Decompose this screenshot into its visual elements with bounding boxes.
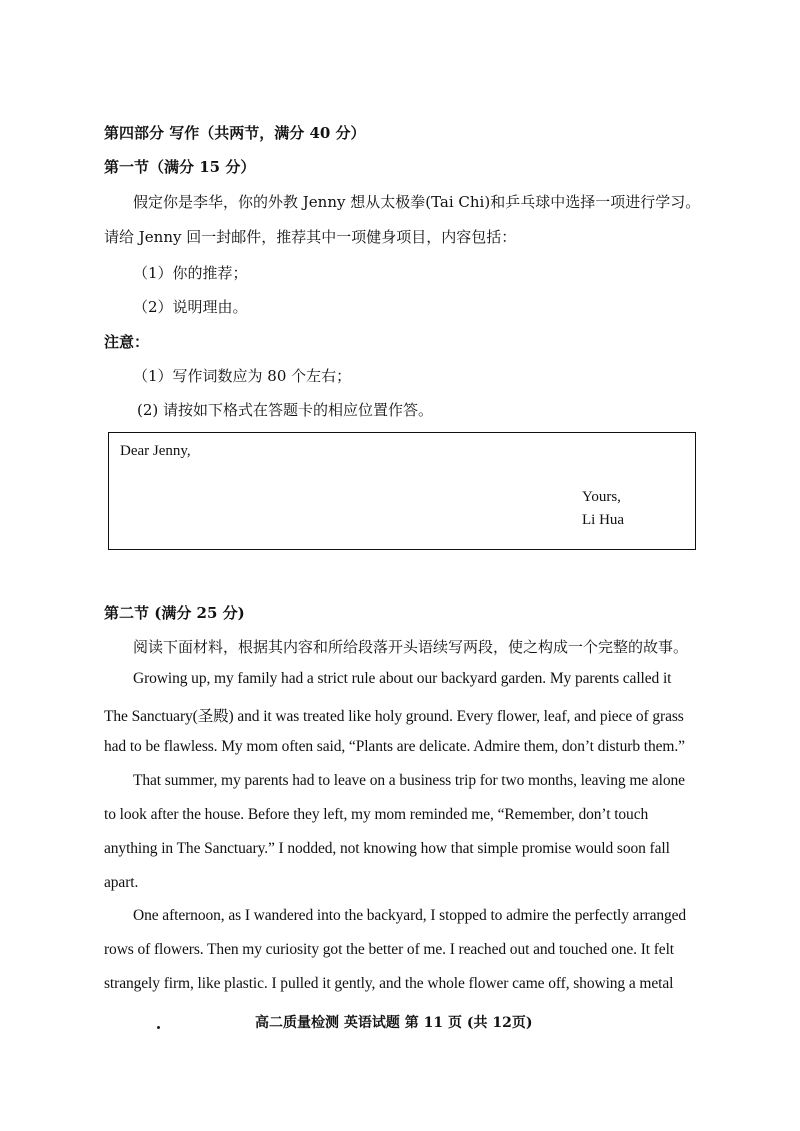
passage-line: Growing up, my family had a strict rule about our backyard garden. My parents called it [133,670,672,687]
section1-prompt-line2: 请给 Jenny 回一封邮件，推荐其中一项健身项目，内容包括： [104,228,517,246]
notes-heading: 注意： [104,333,150,351]
page-footer: 高二质量检测 英语试题 第 11 页 (共 12页) [255,1015,533,1031]
section1-heading: 第一节（满分 15 分） [104,158,256,176]
passage-line: apart. [104,874,139,891]
letter-signature: Li Hua [582,512,625,528]
passage-line: had to be flawless. My mom often said, “Plants are delicate. Admire them, don’t disturb them.” [104,738,685,755]
note-1: （1）写作词数应为 80 个左右； [133,367,352,385]
content-item-2: （2）说明理由。 [133,298,248,316]
note-2: (2) 请按如下格式在答题卡的相应位置作答。 [137,401,434,419]
section2-instruction: 阅读下面材料，根据其内容和所给段落开头语续写两段，使之构成一个完整的故事。 [133,638,689,656]
passage-line: anything in The Sanctuary.” I nodded, not knowing how that simple promise would soon fall [104,840,670,857]
passage-line: That summer, my parents had to leave on a business trip for two months, leaving me alone [133,772,685,789]
part-heading: 第四部分 写作（共两节，满分 40 分） [104,124,366,142]
content-item-1: （1）你的推荐； [133,264,248,282]
letter-closing: Yours, [582,489,621,505]
passage-line: to look after the house. Before they left, my mom reminded me, “Remember, don’t touch [104,806,649,823]
passage-line: strangely firm, like plastic. I pulled it gently, and the whole flower came off, showing a metal [104,975,674,992]
ink-speck [157,1026,160,1029]
section2-heading: 第二节 (满分 25 分) [104,604,245,622]
letter-format-box [108,432,696,550]
passage-line: rows of flowers. Then my curiosity got the better of me. I reached out and touched one. It felt [104,941,674,958]
letter-greeting: Dear Jenny, [120,443,191,459]
passage-line: One afternoon, as I wandered into the backyard, I stopped to admire the perfectly arranged [133,907,687,924]
section1-prompt-line1: 假定你是李华，你的外教 Jenny 想从太极拳(Tai Chi)和乒乓球中选择一项进行学习。 [133,193,701,211]
passage-line: The Sanctuary(圣殿) and it was treated like holy ground. Every flower, leaf, and piece of grass [104,708,684,725]
